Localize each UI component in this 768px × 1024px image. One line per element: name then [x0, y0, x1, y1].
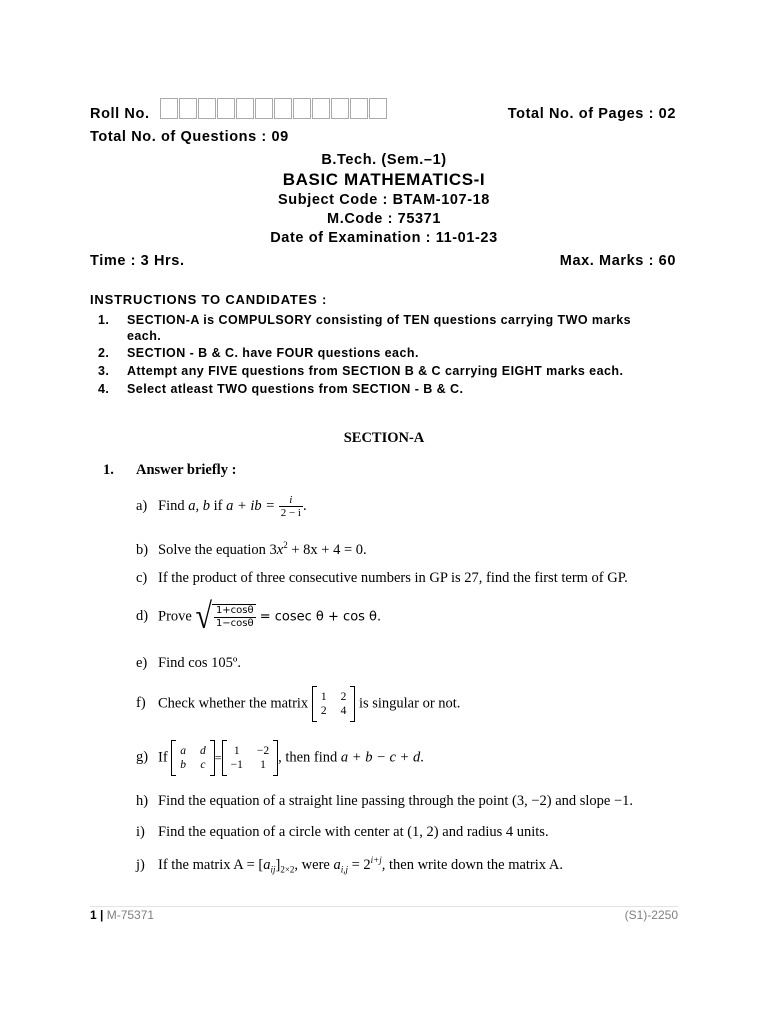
- part-label: b): [136, 541, 149, 558]
- roll-box[interactable]: [217, 98, 235, 119]
- part-label: g): [136, 749, 149, 766]
- matrix-entry: −1: [230, 759, 243, 771]
- part-label: d): [136, 608, 149, 625]
- part-text: Find: [158, 497, 189, 514]
- matrix-right: [222, 740, 279, 776]
- fraction: [279, 494, 303, 519]
- radical-icon: √: [195, 596, 212, 637]
- footer-divider: [90, 906, 678, 907]
- part-label: f): [136, 695, 146, 712]
- part-text: ]: [275, 856, 281, 873]
- subscript: ij: [270, 864, 276, 875]
- part-text: .: [420, 749, 424, 766]
- question-part-f: [136, 686, 460, 722]
- part-label: i): [136, 824, 145, 840]
- part-text: if: [209, 497, 227, 514]
- equals-sign: =: [214, 750, 222, 765]
- part-label: e): [136, 655, 148, 671]
- footer-right: (S1)-2250: [624, 908, 678, 922]
- part-var: a: [263, 856, 271, 873]
- part-text: = cosec θ + cos θ.: [255, 609, 382, 625]
- time-allowed: Time : 3 Hrs.: [90, 253, 185, 269]
- matrix-entry: 1: [320, 691, 327, 703]
- matrix-entry: 2: [340, 691, 347, 703]
- instructions-title: INSTRUCTIONS TO CANDIDATES :: [90, 292, 328, 307]
- part-text: If the matrix A = [: [158, 856, 264, 873]
- part-label: h): [136, 793, 149, 809]
- instruction-text: Select atleast TWO questions from SECTION - B & C.: [127, 382, 464, 396]
- part-var: a: [333, 856, 341, 873]
- subscript: 2×2: [280, 864, 295, 875]
- question-part-c: [136, 570, 628, 587]
- part-text: If the product of three consecutive numbers in GP is 27, find the first term of GP.: [158, 570, 628, 586]
- instruction-text: Attempt any FIVE questions from SECTION B & C carrying EIGHT marks each.: [127, 364, 624, 378]
- question-number: 1.: [103, 462, 114, 478]
- matrix-entry: d: [200, 745, 206, 757]
- part-text: is singular or not.: [355, 695, 461, 712]
- max-marks: Max. Marks : 60: [559, 253, 676, 269]
- matrix-entry: a: [180, 745, 187, 757]
- part-var: x: [276, 541, 284, 558]
- roll-box[interactable]: [274, 98, 292, 119]
- part-equation: a + ib =: [226, 497, 276, 514]
- denominator: 1−cosθ: [215, 618, 254, 629]
- footer-code: M-75371: [106, 908, 155, 922]
- matrix-entry: 4: [340, 705, 347, 717]
- part-label: a): [136, 497, 148, 514]
- roll-box[interactable]: [312, 98, 330, 119]
- roll-no-label: Roll No.: [90, 106, 150, 122]
- question-part-b: [136, 540, 367, 559]
- roll-box[interactable]: [331, 98, 349, 119]
- question-part-j: [136, 855, 563, 875]
- part-label: j): [136, 856, 145, 873]
- instruction-text-cont: each.: [127, 329, 162, 343]
- matrix-entry: 2: [320, 705, 327, 717]
- exponent: 2: [283, 540, 288, 550]
- part-text: , then find: [278, 749, 341, 766]
- course-line: B.Tech. (Sem.–1): [321, 152, 447, 168]
- roll-number-boxes[interactable]: [160, 98, 388, 118]
- part-text: Find cos 105º.: [158, 655, 242, 671]
- exponent: i+j: [370, 855, 382, 865]
- matrix-left: [171, 740, 215, 776]
- numerator: 1+cosθ: [215, 605, 254, 616]
- m-code: M.Code : 75371: [327, 211, 441, 227]
- roll-box[interactable]: [179, 98, 197, 119]
- exam-date: Date of Examination : 11-01-23: [270, 230, 498, 246]
- matrix-entry: b: [180, 759, 187, 771]
- subject-title: BASIC MATHEMATICS-I: [282, 170, 486, 189]
- part-label: c): [136, 570, 148, 586]
- part-vars: a, b: [188, 497, 210, 514]
- matrix: [312, 686, 356, 722]
- part-text: = 2: [347, 856, 371, 873]
- square-root: [195, 596, 255, 637]
- instruction-num: 3.: [98, 364, 110, 378]
- part-text: .: [302, 497, 307, 514]
- roll-box[interactable]: [236, 98, 254, 119]
- question-part-h: [136, 793, 633, 810]
- denominator: 2 − i: [280, 507, 301, 519]
- part-text: , were: [294, 856, 334, 873]
- page-number: 1: [90, 908, 97, 922]
- instruction-num: 2.: [98, 346, 110, 360]
- part-text: Solve the equation 3: [158, 541, 277, 558]
- question-part-e: [136, 655, 241, 672]
- roll-box[interactable]: [198, 98, 216, 119]
- part-text: + 8x + 4 = 0.: [287, 541, 367, 558]
- roll-box[interactable]: [293, 98, 311, 119]
- question-part-d: [136, 596, 382, 637]
- subscript: i,j: [340, 864, 348, 875]
- part-text: Find the equation of a straight line passing through the point (3, −2) and slope −1.: [158, 793, 634, 809]
- footer-separator: |: [96, 908, 107, 922]
- instruction-num: 1.: [98, 313, 110, 327]
- roll-box[interactable]: [369, 98, 387, 119]
- roll-box[interactable]: [160, 98, 178, 119]
- total-questions: Total No. of Questions : 09: [90, 129, 289, 145]
- instruction-text: SECTION-A is COMPULSORY consisting of TEN questions carrying TWO marks: [127, 313, 632, 327]
- part-text: Prove: [158, 608, 192, 625]
- footer-left: [90, 908, 154, 922]
- total-pages: Total No. of Pages : 02: [507, 106, 676, 122]
- roll-box[interactable]: [255, 98, 273, 119]
- question-part-a: [136, 494, 307, 519]
- part-text: If: [158, 749, 168, 766]
- part-text: , then write down the matrix A.: [381, 856, 563, 873]
- numerator: i: [289, 494, 293, 506]
- section-title: SECTION-A: [343, 430, 425, 446]
- part-text: Find the equation of a circle with center at (1, 2) and radius 4 units.: [158, 824, 549, 840]
- part-expression: a + b − c + d: [340, 749, 421, 766]
- subject-code: Subject Code : BTAM-107-18: [278, 192, 490, 208]
- question-title: Answer briefly :: [136, 462, 237, 478]
- part-text: Check whether the matrix: [158, 695, 309, 712]
- instruction-num: 4.: [98, 382, 110, 396]
- question-part-i: [136, 824, 549, 841]
- matrix-entry: 1: [233, 745, 240, 757]
- instruction-text: SECTION - B & C. have FOUR questions each.: [127, 346, 419, 360]
- question-part-g: [136, 740, 424, 776]
- matrix-entry: 1: [260, 759, 266, 771]
- matrix-entry: c: [200, 759, 206, 771]
- roll-box[interactable]: [350, 98, 368, 119]
- matrix-entry: −2: [256, 745, 270, 757]
